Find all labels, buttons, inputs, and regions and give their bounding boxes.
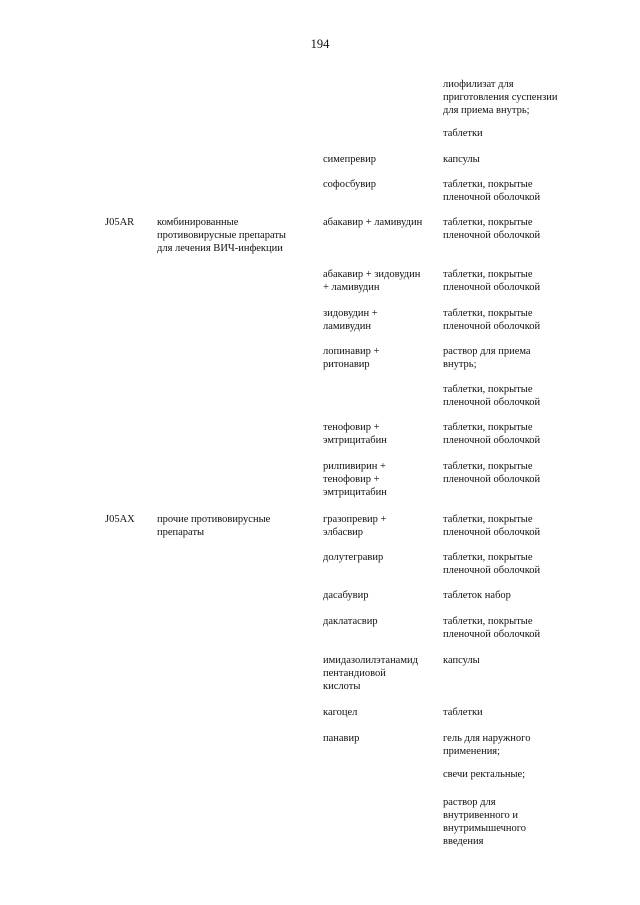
cell-drug: рилпивирин + тенофовир + эмтрицитабин: [323, 461, 387, 498]
cell-group: прочие противовирусные препараты: [157, 514, 271, 538]
cell-form: таблетки: [443, 707, 483, 718]
cell-drug: абакавир + ламивудин: [323, 217, 423, 228]
cell-drug: панавир: [323, 733, 360, 744]
cell-form: таблеток набор: [443, 590, 511, 601]
cell-drug: софосбувир: [323, 179, 377, 190]
cell-form: таблетки: [443, 128, 483, 139]
cell-drug: дасабувир: [323, 590, 369, 601]
cell-drug: долутегравир: [323, 552, 384, 563]
cell-drug: абакавир + зидовудин + ламивудин: [323, 269, 421, 293]
cell-drug: кагоцел: [323, 707, 358, 718]
page-number: 194: [310, 37, 330, 51]
cell-form: таблетки, покрытые пленочной оболочкой: [443, 616, 541, 640]
cell-form: гель для наружного применения;: [443, 733, 531, 757]
cell-form: таблетки, покрытые пленочной оболочкой: [443, 461, 541, 485]
cell-drug: имидазолилэтанамид пентандиовой кислоты: [323, 655, 418, 692]
cell-form: таблетки, покрытые пленочной оболочкой: [443, 269, 541, 293]
cell-code: J05AX: [105, 514, 135, 525]
cell-group: комбинированные противовирусные препараты для лечения ВИЧ-инфекции: [157, 217, 286, 254]
cell-form: таблетки, покрытые пленочной оболочкой: [443, 179, 541, 203]
cell-form: таблетки, покрытые пленочной оболочкой: [443, 384, 541, 408]
cell-form: таблетки, покрытые пленочной оболочкой: [443, 552, 541, 576]
cell-form: таблетки, покрытые пленочной оболочкой: [443, 422, 541, 446]
cell-form: капсулы: [443, 154, 480, 165]
cell-drug: даклатасвир: [323, 616, 378, 627]
cell-form: капсулы: [443, 655, 480, 666]
cell-drug: симепревир: [323, 154, 376, 165]
cell-form: раствор для приема внутрь;: [443, 346, 531, 370]
cell-drug: зидовудин + ламивудин: [323, 308, 378, 332]
cell-form: свечи ректальные;: [443, 769, 526, 780]
cell-drug: тенофовир + эмтрицитабин: [323, 422, 387, 446]
cell-form: раствор для внутривенного и внутримышечного введения: [443, 797, 527, 847]
cell-drug: гразопревир + элбасвир: [323, 514, 387, 538]
cell-form: таблетки, покрытые пленочной оболочкой: [443, 308, 541, 332]
cell-form: таблетки, покрытые пленочной оболочкой: [443, 514, 541, 538]
cell-form: таблетки, покрытые пленочной оболочкой: [443, 217, 541, 241]
cell-code: J05AR: [105, 217, 135, 228]
cell-drug: лопинавир + ритонавир: [323, 346, 380, 370]
cell-form: лиофилизат для приготовления суспензии для приема внутрь;: [443, 79, 558, 116]
